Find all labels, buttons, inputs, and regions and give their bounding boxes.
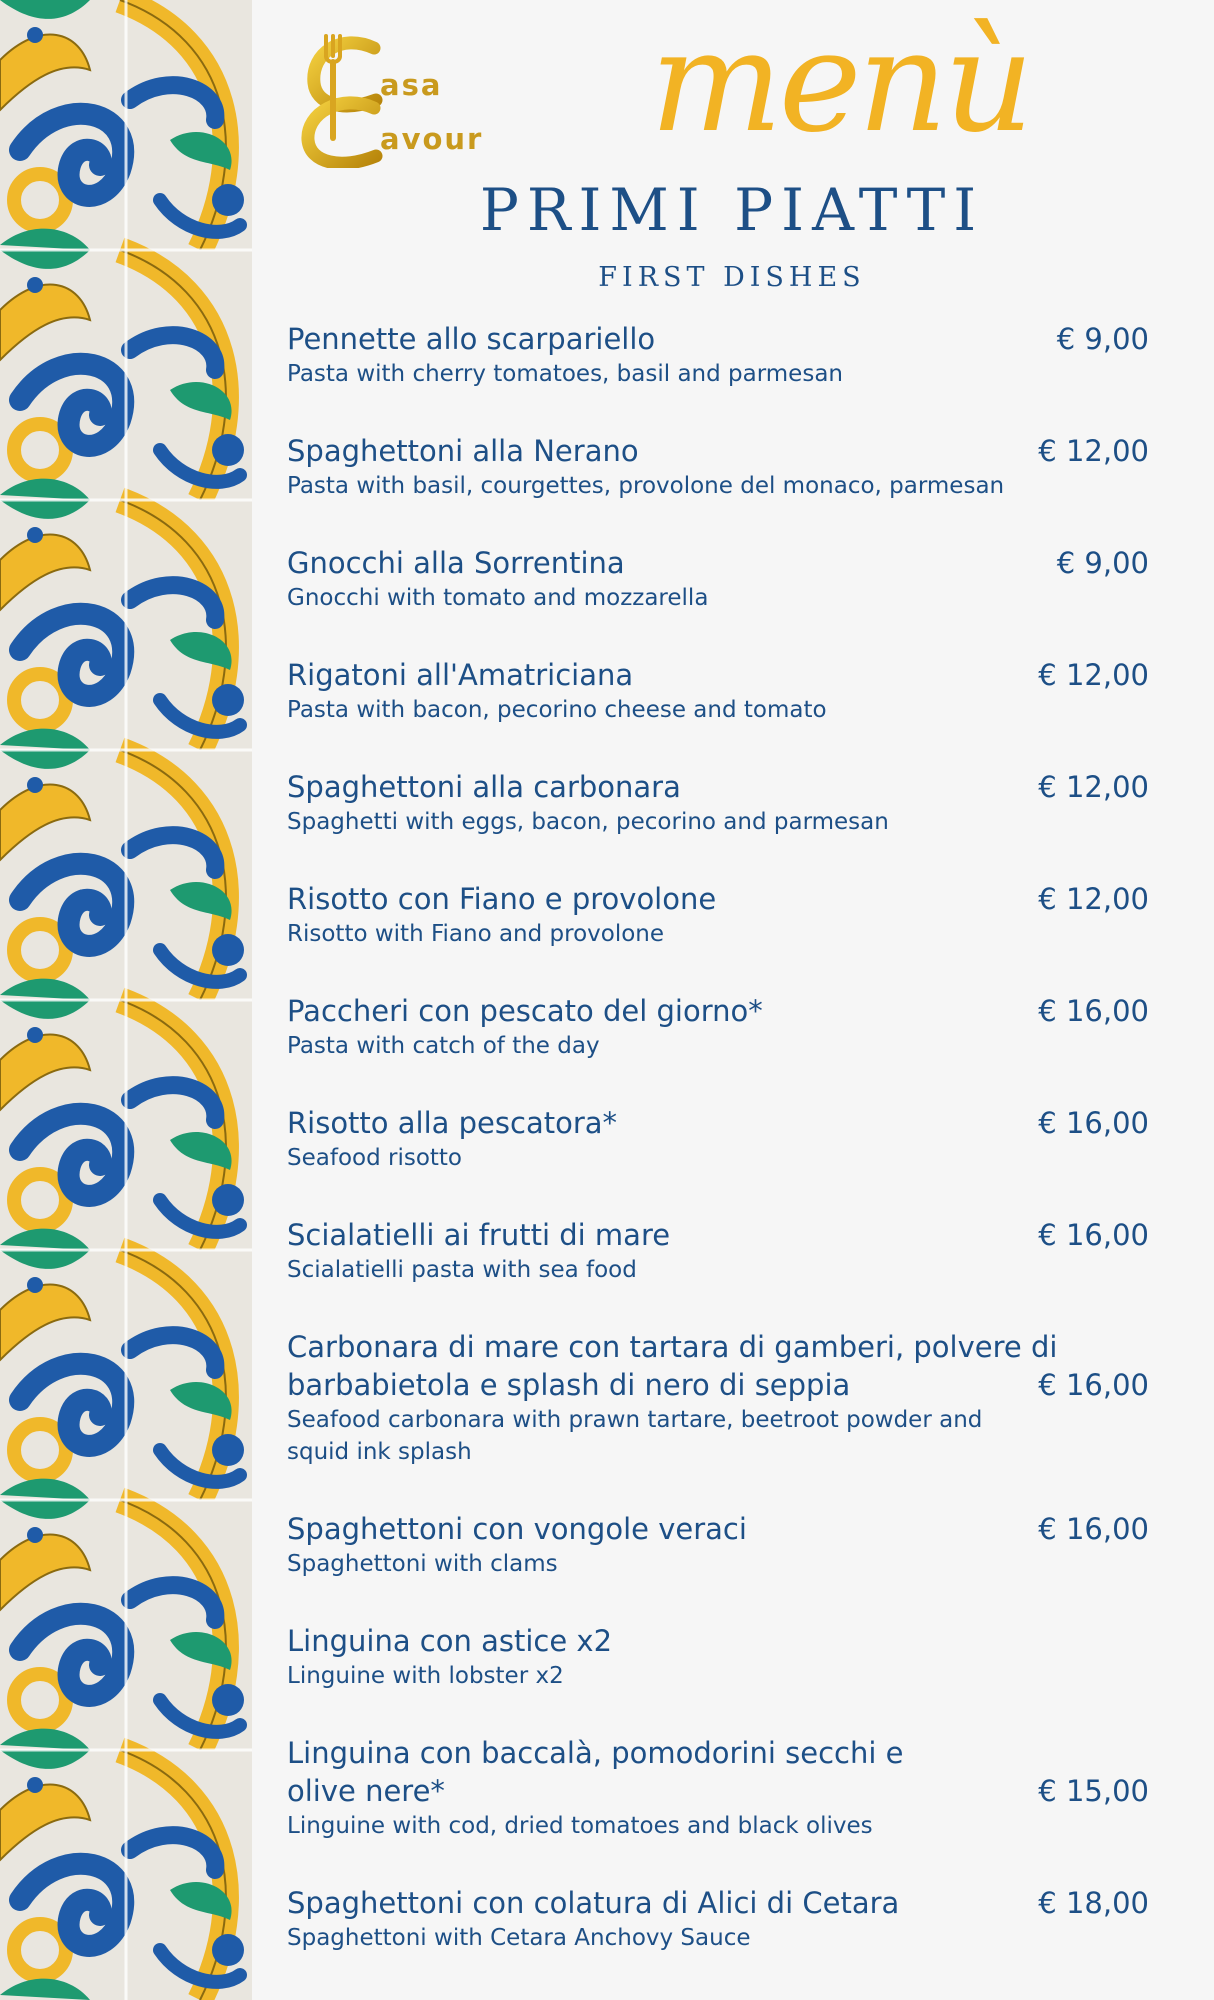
menu-item-description: Pasta with bacon, pecorino cheese and tomato [287, 697, 827, 723]
menu-item-name: Paccheri con pescato del giorno* [287, 994, 763, 1028]
menu-item [287, 320, 1167, 390]
menu-item-description: Pasta with catch of the day [287, 1033, 600, 1059]
decorative-tile-strip [0, 0, 252, 2000]
section-subtitle: FIRST DISHES [598, 262, 866, 293]
menu-item-description: Spaghettoni with Cetara Anchovy Sauce [287, 1925, 751, 1951]
menu-item-description: Linguine with lobster x2 [287, 1663, 564, 1689]
menu-item-description: Risotto with Fiano and provolone [287, 921, 665, 947]
menu-item-price: € 12,00 [1038, 882, 1149, 916]
menu-item-price: € 16,00 [1038, 1512, 1149, 1546]
menu-item-description: Pasta with basil, courgettes, provolone del monaco, parmesan [287, 473, 1005, 499]
menu-item-name: Linguina con baccalà, pomodorini secchi e olive nere* [287, 1736, 904, 1808]
menu-item [287, 1216, 1167, 1286]
menu-item [287, 1734, 1167, 1842]
menu-item-name: Spaghettoni con colatura di Alici di Cetara [287, 1886, 900, 1920]
menu-item-description: Spaghettoni with clams [287, 1551, 558, 1577]
menu-item [287, 768, 1167, 838]
majolica-tile-pattern [0, 0, 252, 2000]
menu-item-price: € 12,00 [1038, 434, 1149, 468]
menu-item [287, 1884, 1167, 1954]
menu-item-price: € 12,00 [1038, 770, 1149, 804]
menu-item-price: € 15,00 [1038, 1774, 1149, 1808]
menu-item-description: Pasta with cherry tomatoes, basil and parmesan [287, 361, 843, 387]
menu-item-description: Gnocchi with tomato and mozzarella [287, 585, 709, 611]
logo-text-casa: asa [380, 68, 443, 102]
menu-item [287, 880, 1167, 950]
menu-item [287, 1104, 1167, 1174]
menu-item-name: Risotto con Fiano e provolone [287, 882, 717, 916]
casa-cavour-logo [296, 28, 496, 168]
menu-item-name: Scialatielli ai frutti di mare [287, 1218, 671, 1252]
menu-list [287, 320, 1167, 1996]
menu-item [287, 1510, 1167, 1580]
menu-item-name: Risotto alla pescatora* [287, 1106, 618, 1140]
menu-item [287, 432, 1167, 502]
menu-item-name: Rigatoni all'Amatriciana [287, 658, 634, 692]
menu-script-heading [640, 10, 1110, 170]
menu-item-name: Spaghettoni con vongole veraci [287, 1512, 747, 1546]
menu-item [287, 544, 1167, 614]
menu-item-price: € 9,00 [1056, 322, 1149, 356]
menu-item-price: € 16,00 [1038, 994, 1149, 1028]
menu-item-price: € 12,00 [1038, 658, 1149, 692]
menu-item-price: € 18,00 [1038, 1886, 1149, 1920]
menu-item-description: Seafood carbonara with prawn tartare, beetroot powder and squid ink splash [287, 1407, 983, 1465]
menu-item-price: € 16,00 [1038, 1106, 1149, 1140]
menu-item-description: Seafood risotto [287, 1145, 463, 1171]
menu-item-price: € 16,00 [1038, 1368, 1149, 1402]
menu-item [287, 1622, 1167, 1692]
menu-item-name: Pennette allo scarpariello [287, 322, 656, 356]
menu-item-description: Scialatielli pasta with sea food [287, 1257, 637, 1283]
menu-item-name: Spaghettoni alla Nerano [287, 434, 639, 468]
menu-item-description: Linguine with cod, dried tomatoes and black olives [287, 1813, 873, 1839]
menu-item-price: € 16,00 [1038, 1218, 1149, 1252]
menu-item [287, 656, 1167, 726]
menu-item-name: Spaghettoni alla carbonara [287, 770, 681, 804]
menu-item-name: Linguina con astice x2 [287, 1624, 613, 1658]
menu-item-name: Gnocchi alla Sorrentina [287, 546, 625, 580]
menu-script-text: menù [650, 10, 1030, 164]
menu-script-heading-art [640, 10, 1110, 170]
menu-item-description: Spaghetti with eggs, bacon, pecorino and parmesan [287, 809, 889, 835]
menu-item [287, 992, 1167, 1062]
section-title: PRIMI PIATTI [479, 176, 985, 244]
menu-item-name: Carbonara di mare con tartara di gamberi, polvere di barbabietola e splash di nero di seppia [287, 1330, 1058, 1402]
menu-item [287, 1328, 1167, 1468]
menu-item-price: € 9,00 [1056, 546, 1149, 580]
logo-text-cavour: avour [380, 122, 484, 156]
